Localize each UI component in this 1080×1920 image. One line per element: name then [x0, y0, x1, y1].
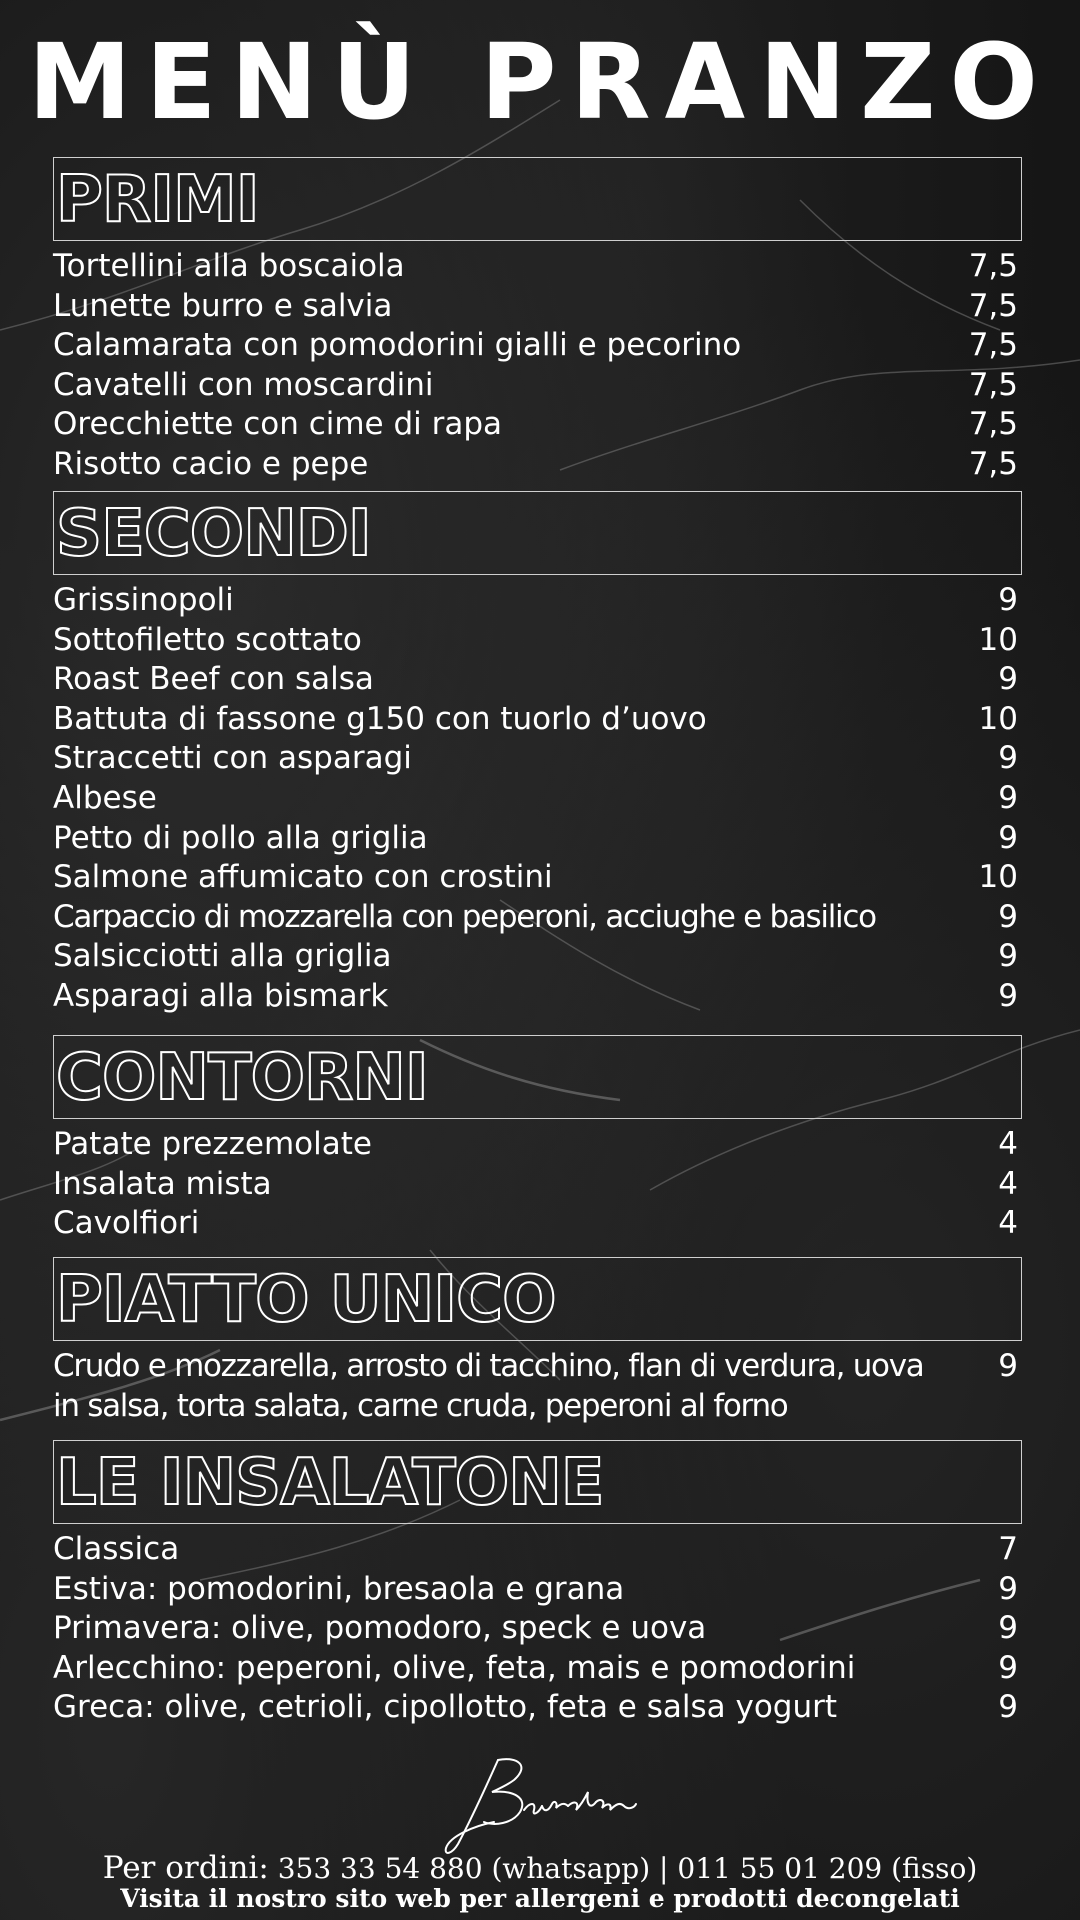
item-list	[53, 581, 1022, 1017]
section-primi	[53, 157, 1022, 485]
item-name: Primavera: olive, pomodoro, speck e uova	[53, 1610, 707, 1647]
item-price: 7,5	[968, 366, 1018, 403]
item-price: 9	[998, 582, 1018, 618]
menu-item	[53, 977, 1022, 1017]
menu-item	[53, 700, 1022, 740]
menu-item	[53, 326, 1022, 366]
item-name: Estiva: pomodorini, bresaola e grana	[53, 1570, 625, 1607]
item-list	[53, 1347, 1022, 1426]
barcelona-signature-logo	[440, 1752, 640, 1862]
section-heading: SECONDI	[56, 497, 371, 571]
item-price: 7,5	[968, 445, 1018, 482]
item-name: Petto di pollo alla griglia	[53, 819, 428, 856]
item-name: Salsicciotti alla griglia	[53, 938, 392, 975]
item-price: 9	[998, 819, 1018, 856]
item-price: 9	[998, 977, 1018, 1014]
section-header-box	[53, 1035, 1022, 1119]
menu-item	[53, 1347, 1022, 1426]
item-name: Lunette burro e salvia	[53, 287, 393, 324]
order-numbers: 353 33 54 880 (whatsapp) | 011 55 01 209 (fisso)	[277, 1852, 978, 1885]
item-name: Classica	[53, 1531, 180, 1567]
item-name: Salmone affumicato con crostini	[53, 859, 553, 896]
section-insalatone	[53, 1440, 1022, 1728]
item-price: 9	[998, 1689, 1018, 1726]
menu-item	[53, 1530, 1022, 1570]
item-price: 7,5	[968, 287, 1018, 324]
item-name: Risotto cacio e pepe	[53, 445, 369, 482]
item-name: Insalata mista	[53, 1165, 272, 1202]
item-name: Crudo e mozzarella, arrosto di tacchino, flan di verdura, uova in salsa, torta salata, carne cruda, peperoni al forno	[53, 1348, 924, 1424]
menu-item	[53, 779, 1022, 819]
item-name: Patate prezzemolate	[53, 1126, 372, 1162]
section-heading: CONTORNI	[56, 1041, 428, 1115]
visit-website-note: Visita il nostro sito web per allergeni e prodotti decongelati	[120, 1884, 960, 1913]
item-list	[53, 1530, 1022, 1728]
item-name: Albese	[53, 779, 157, 816]
menu-item	[53, 819, 1022, 859]
item-price: 4	[998, 1126, 1018, 1162]
section-piatto-unico	[53, 1257, 1022, 1426]
menu-item	[53, 405, 1022, 445]
menu-item	[53, 621, 1022, 661]
menu-item	[53, 445, 1022, 485]
item-name: Battuta di fassone g150 con tuorlo d’uovo	[53, 700, 707, 737]
item-price: 10	[978, 859, 1018, 896]
section-header-box	[53, 1440, 1022, 1524]
menu-item	[53, 1688, 1022, 1728]
menu-item	[53, 898, 1022, 938]
menu-item	[53, 858, 1022, 898]
menu-item	[53, 287, 1022, 327]
section-heading: PRIMI	[56, 163, 259, 237]
menu-item	[53, 660, 1022, 700]
item-name: Asparagi alla bismark	[53, 977, 389, 1014]
menu-item	[53, 1570, 1022, 1610]
item-name: Greca: olive, cetrioli, cipollotto, feta e salsa yogurt	[53, 1689, 838, 1726]
item-price: 9	[998, 1610, 1018, 1647]
item-price: 9	[998, 1649, 1018, 1686]
item-price: 10	[978, 700, 1018, 737]
item-price: 9	[998, 1570, 1018, 1607]
item-name: Tortellini alla boscaiola	[53, 248, 405, 284]
item-price: 9	[998, 661, 1018, 698]
item-name: Cavatelli con moscardini	[53, 366, 434, 403]
section-header-box	[53, 1257, 1022, 1341]
item-price: 4	[998, 1165, 1018, 1202]
item-price: 7,5	[968, 327, 1018, 364]
menu-item	[53, 1125, 1022, 1165]
item-name: Sottofiletto scottato	[53, 621, 362, 658]
item-name: Orecchiette con cime di rapa	[53, 406, 503, 443]
menu-item	[53, 1649, 1022, 1689]
section-contorni	[53, 1035, 1022, 1244]
item-list	[53, 1125, 1022, 1244]
menu-item	[53, 739, 1022, 779]
item-list	[53, 247, 1022, 485]
menu-item	[53, 1165, 1022, 1205]
menu-item	[53, 1609, 1022, 1649]
item-price: 4	[998, 1205, 1018, 1242]
item-price: 9	[998, 779, 1018, 816]
section-heading: PIATTO UNICO	[56, 1263, 556, 1337]
item-name: Roast Beef con salsa	[53, 661, 374, 698]
menu-item	[53, 937, 1022, 977]
section-heading: LE INSALATONE	[56, 1446, 604, 1520]
section-header-box	[53, 157, 1022, 241]
item-price: 9	[998, 898, 1018, 935]
item-name: Straccetti con asparagi	[53, 740, 412, 777]
section-secondi	[53, 491, 1022, 1017]
item-name: Arlecchino: peperoni, olive, feta, mais e pomodorini	[53, 1649, 856, 1686]
item-price: 9	[998, 938, 1018, 975]
item-price: 7,5	[968, 248, 1018, 284]
menu-item	[53, 1204, 1022, 1244]
item-price: 9	[998, 740, 1018, 777]
item-price: 7,5	[968, 406, 1018, 443]
item-price: 9	[998, 1348, 1018, 1384]
menu-item	[53, 366, 1022, 406]
menu-item	[53, 247, 1022, 287]
item-price: 7	[998, 1531, 1018, 1567]
item-name: Grissinopoli	[53, 582, 234, 618]
menu-item	[53, 581, 1022, 621]
order-info	[0, 1850, 1080, 1886]
order-label: Per ordini:	[102, 1850, 269, 1886]
item-name: Calamarata con pomodorini gialli e pecorino	[53, 327, 742, 364]
item-name: Carpaccio di mozzarella con peperoni, acciughe e basilico	[53, 898, 876, 935]
item-name: Cavolfiori	[53, 1205, 200, 1242]
item-price: 10	[978, 621, 1018, 658]
menu-title: MENÙ PRANZO	[28, 21, 1052, 143]
section-header-box	[53, 491, 1022, 575]
